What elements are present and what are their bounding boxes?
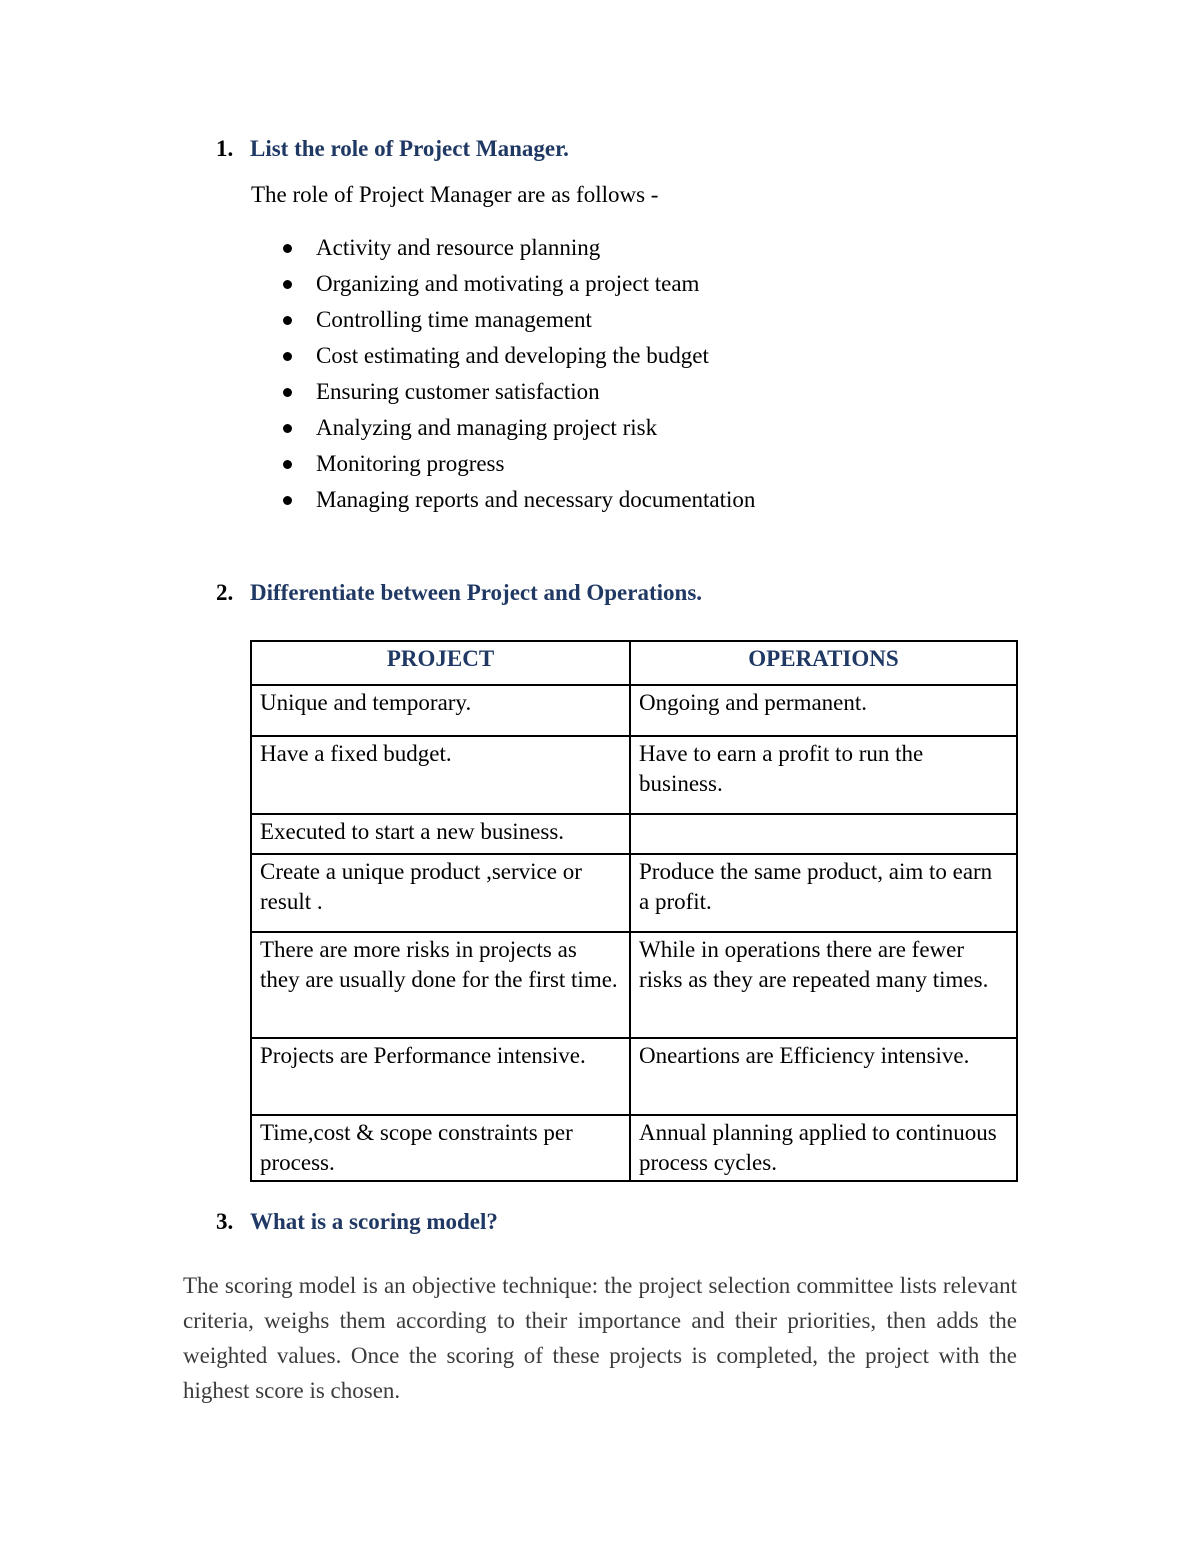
list-item <box>283 482 755 518</box>
list-item-text: Activity and resource planning <box>316 235 601 260</box>
roles-intro: The role of Project Manager are as follows - <box>251 182 659 207</box>
list-item-text: Monitoring progress <box>316 451 505 476</box>
bullet-icon <box>283 280 292 289</box>
table-row <box>251 1038 1017 1115</box>
list-item-text: Ensuring customer satisfaction <box>316 379 600 404</box>
list-item <box>283 410 755 446</box>
table-cell-project: Time,cost & scope constraints per process. <box>251 1115 630 1181</box>
column-header-operations: OPERATIONS <box>630 641 1017 685</box>
list-item <box>283 230 755 266</box>
bullet-icon <box>283 388 292 397</box>
table-header-row <box>251 641 1017 685</box>
table-cell-project: Create a unique product ,service or result . <box>251 854 630 932</box>
question-1-number: 1. <box>216 136 234 161</box>
table-cell-operations: Have to earn a profit to run the business. <box>630 736 1017 814</box>
list-item-text: Managing reports and necessary documentation <box>316 487 756 512</box>
question-3-text: What is a scoring model? <box>250 1209 498 1234</box>
column-header-project: PROJECT <box>251 641 630 685</box>
table-cell-operations: Produce the same product, aim to earn a profit. <box>630 854 1017 932</box>
list-item-text: Organizing and motivating a project team <box>316 271 700 296</box>
bullet-icon <box>283 316 292 325</box>
question-1-heading <box>216 135 569 163</box>
table-cell-project: Unique and temporary. <box>251 685 630 736</box>
bullet-icon <box>283 352 292 361</box>
list-item <box>283 266 755 302</box>
table-cell-operations <box>630 814 1017 854</box>
table-cell-operations: Oneartions are Efficiency intensive. <box>630 1038 1017 1115</box>
roles-list <box>283 230 755 518</box>
list-item <box>283 302 755 338</box>
table-row <box>251 814 1017 854</box>
table-row <box>251 932 1017 1038</box>
question-2-text: Differentiate between Project and Operations. <box>250 580 703 605</box>
bullet-icon <box>283 244 292 253</box>
question-1-text: List the role of Project Manager. <box>250 136 569 161</box>
scoring-model-answer: The scoring model is an objective technique: the project selection committee lists relevant criteria, weighs them according to their importance and their priorities, then adds the weighted values. Once the scoring of these projects is completed, the project with the highest score is chosen. <box>183 1273 1017 1403</box>
table-cell-project: Have a fixed budget. <box>251 736 630 814</box>
question-3-number: 3. <box>216 1209 234 1234</box>
table-cell-project: Executed to start a new business. <box>251 814 630 854</box>
list-item-text: Analyzing and managing project risk <box>316 415 658 440</box>
list-item-text: Controlling time management <box>316 307 592 332</box>
table-row <box>251 685 1017 736</box>
table-row <box>251 854 1017 932</box>
question-3-heading <box>216 1208 498 1236</box>
comparison-table <box>250 640 1018 1182</box>
bullet-icon <box>283 424 292 433</box>
table-cell-project: Projects are Performance intensive. <box>251 1038 630 1115</box>
bullet-icon <box>283 460 292 469</box>
list-item <box>283 374 755 410</box>
bullet-icon <box>283 496 292 505</box>
list-item <box>283 446 755 482</box>
question-2-number: 2. <box>216 580 234 605</box>
table-cell-operations: While in operations there are fewer risks as they are repeated many times. <box>630 932 1017 1038</box>
table-row <box>251 1115 1017 1181</box>
list-item-text: Cost estimating and developing the budget <box>316 343 709 368</box>
table-cell-operations: Ongoing and permanent. <box>630 685 1017 736</box>
question-2-heading <box>216 579 702 607</box>
table-row <box>251 736 1017 814</box>
table-cell-operations: Annual planning applied to continuous process cycles. <box>630 1115 1017 1181</box>
table-cell-project: There are more risks in projects as they are usually done for the first time. <box>251 932 630 1038</box>
list-item <box>283 338 755 374</box>
